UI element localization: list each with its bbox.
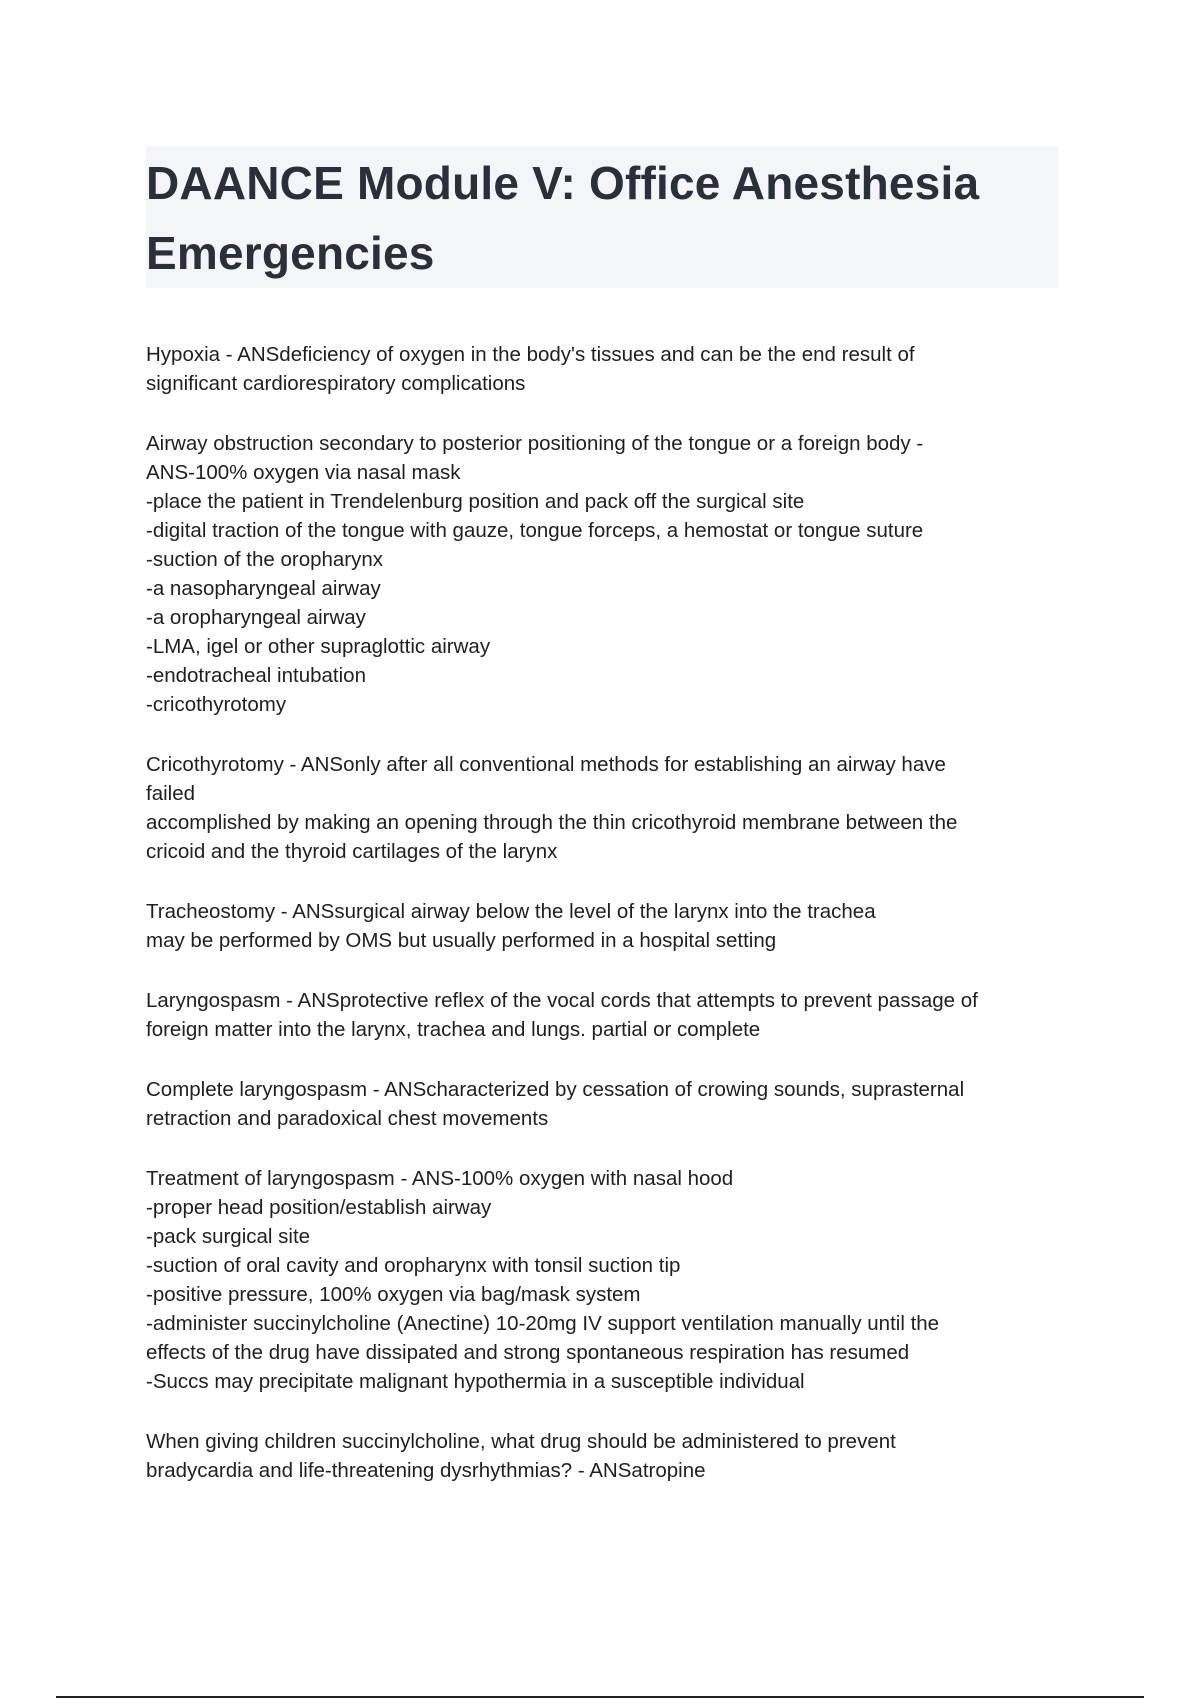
page-title-line-1: DAANCE Module V: Office Anesthesia <box>146 157 980 209</box>
entry-text-line: foreign matter into the larynx, trachea and lungs. partial or complete <box>146 1018 761 1041</box>
entry-text-line: Airway obstruction secondary to posterior positioning of the tongue or a foreign body - <box>146 432 924 455</box>
qa-entry <box>146 1164 1066 1396</box>
entry-text-line: -Succs may precipitate malignant hypothermia in a susceptible individual <box>146 1370 805 1393</box>
entry-text-line: Laryngospasm - ANSprotective reflex of the vocal cords that attempts to prevent passage of <box>146 989 978 1012</box>
entry-text-line: -a nasopharyngeal airway <box>146 577 381 600</box>
entry-text-line: -a oropharyngeal airway <box>146 606 366 629</box>
footer-divider <box>56 1696 1144 1698</box>
title-banner <box>146 146 1058 288</box>
document-body <box>146 340 1066 1516</box>
entry-text-line: -cricothyrotomy <box>146 693 287 716</box>
entry-text-line: may be performed by OMS but usually performed in a hospital setting <box>146 929 777 952</box>
qa-entry <box>146 429 1066 719</box>
qa-entry <box>146 986 1066 1044</box>
entry-text-line: -endotracheal intubation <box>146 664 366 687</box>
entry-text-line: cricoid and the thyroid cartilages of the larynx <box>146 840 558 863</box>
entry-text-line: -administer succinylcholine (Anectine) 10-20mg IV support ventilation manually until the <box>146 1312 940 1335</box>
entry-text-line: Treatment of laryngospasm - ANS-100% oxygen with nasal hood <box>146 1167 734 1190</box>
entry-text-line: retraction and paradoxical chest movements <box>146 1107 549 1130</box>
entry-text-line: effects of the drug have dissipated and strong spontaneous respiration has resumed <box>146 1341 910 1364</box>
entry-text-line: significant cardiorespiratory complications <box>146 372 526 395</box>
entry-text-line: -LMA, igel or other supraglottic airway <box>146 635 491 658</box>
entry-text-line: -suction of oral cavity and oropharynx with tonsil suction tip <box>146 1254 681 1277</box>
entry-text-line: -proper head position/establish airway <box>146 1196 492 1219</box>
qa-entry <box>146 340 1066 398</box>
qa-entry <box>146 897 1066 955</box>
entry-text-line: When giving children succinylcholine, what drug should be administered to prevent <box>146 1430 896 1453</box>
qa-entry <box>146 1427 1066 1485</box>
page-title <box>146 146 1058 288</box>
entry-text-line: failed <box>146 782 196 805</box>
entry-text-line: ANS-100% oxygen via nasal mask <box>146 461 461 484</box>
entry-text-line: Tracheostomy - ANSsurgical airway below the level of the larynx into the trachea <box>146 900 876 923</box>
entry-text-line: -digital traction of the tongue with gauze, tongue forceps, a hemostat or tongue suture <box>146 519 924 542</box>
entry-text-line: Hypoxia - ANSdeficiency of oxygen in the body's tissues and can be the end result of <box>146 343 915 366</box>
entry-text-line: bradycardia and life-threatening dysrhythmias? - ANSatropine <box>146 1459 706 1482</box>
entry-text-line: -pack surgical site <box>146 1225 311 1248</box>
entry-text-line: -suction of the oropharynx <box>146 548 384 571</box>
entry-text-line: Complete laryngospasm - ANScharacterized by cessation of crowing sounds, suprasternal <box>146 1078 965 1101</box>
entry-text-line: Cricothyrotomy - ANSonly after all conventional methods for establishing an airway have <box>146 753 946 776</box>
page-title-line-2: Emergencies <box>146 227 435 279</box>
entry-text-line: accomplished by making an opening through the thin cricothyroid membrane between the <box>146 811 958 834</box>
qa-entry <box>146 750 1066 866</box>
entry-text-line: -place the patient in Trendelenburg position and pack off the surgical site <box>146 490 805 513</box>
qa-entry <box>146 1075 1066 1133</box>
entry-text-line: -positive pressure, 100% oxygen via bag/mask system <box>146 1283 641 1306</box>
